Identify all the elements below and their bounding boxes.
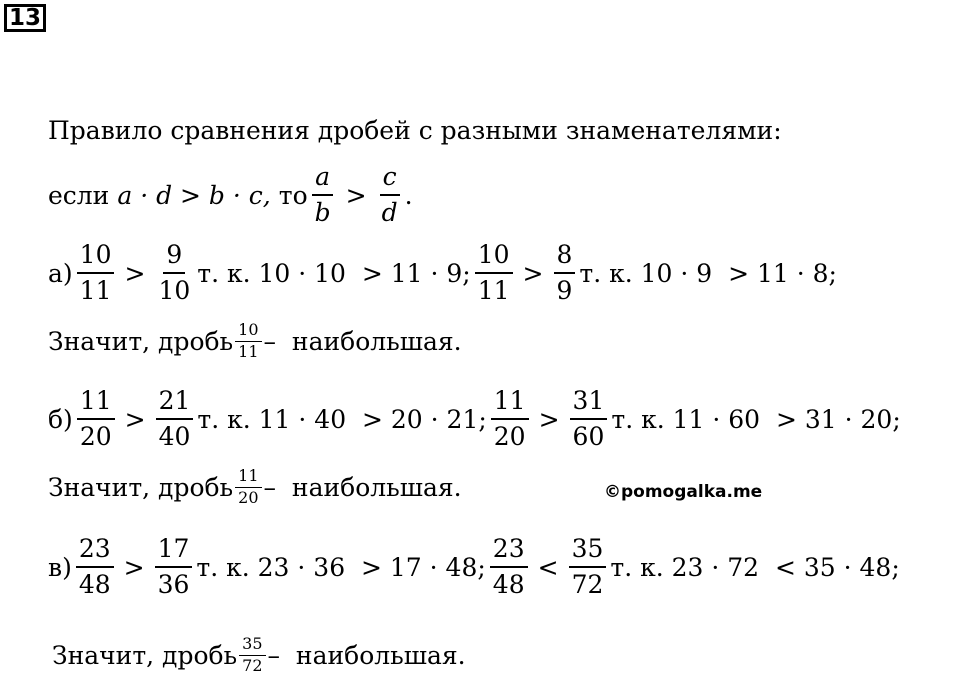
denominator: 11 — [79, 276, 112, 306]
numerator: 11 — [77, 388, 115, 420]
reason: т. к. 10 · 10 > 11 · 9; — [197, 258, 471, 288]
compare-op: > — [345, 180, 367, 210]
fraction — [77, 388, 115, 451]
fraction — [475, 242, 513, 305]
denominator: 11 — [477, 276, 510, 306]
denominator: d — [381, 198, 398, 228]
if-word: если — [48, 180, 110, 210]
compare-op: > — [124, 258, 146, 288]
part-label: б) — [48, 404, 73, 434]
condition: a · d > b · c, — [117, 180, 271, 210]
rule-formula — [48, 164, 413, 227]
part-b-conclusion — [48, 468, 462, 507]
denominator: 20 — [493, 422, 526, 452]
reason: т. к. 23 · 72 < 35 · 48; — [610, 552, 900, 582]
numerator: 35 — [569, 536, 607, 568]
numerator: 17 — [155, 536, 193, 568]
part-c-comparisons — [48, 536, 900, 599]
fraction-small — [235, 468, 261, 507]
numerator: 11 — [491, 388, 529, 420]
fraction — [491, 388, 529, 451]
denominator: 60 — [572, 422, 605, 452]
denominator: 48 — [78, 570, 111, 600]
numerator: 8 — [554, 242, 576, 274]
then-word: то — [278, 180, 308, 210]
fraction — [155, 536, 193, 599]
numerator: 10 — [475, 242, 513, 274]
rule-text: Правило сравнения дробей с разными знаменателями: — [48, 116, 782, 145]
fraction-a-b — [312, 164, 334, 227]
fraction-c-d — [379, 164, 401, 227]
denominator: 36 — [157, 570, 190, 600]
denominator: 10 — [158, 276, 191, 306]
numerator: 10 — [235, 322, 261, 342]
compare-op: < — [537, 552, 559, 582]
rule-heading — [48, 118, 782, 143]
compare-op: > — [522, 258, 544, 288]
conclusion-suffix: – наибольшая. — [263, 326, 462, 356]
fraction — [570, 388, 608, 451]
denominator: 11 — [238, 341, 259, 361]
denominator: 72 — [242, 655, 263, 675]
task-number-badge: 13 — [4, 4, 46, 32]
denominator: 48 — [492, 570, 525, 600]
part-a-conclusion — [48, 322, 462, 361]
denominator: 40 — [158, 422, 191, 452]
part-label: а) — [48, 258, 73, 288]
conclusion-prefix: Значит, дробь — [48, 326, 234, 356]
compare-op: > — [124, 404, 146, 434]
numerator: 23 — [76, 536, 114, 568]
numerator: 10 — [77, 242, 115, 274]
denominator: 20 — [238, 487, 259, 507]
fraction — [156, 388, 194, 451]
part-a-comparisons — [48, 242, 837, 305]
numerator: 9 — [163, 242, 185, 274]
compare-op: > — [123, 552, 145, 582]
denominator: 9 — [556, 276, 573, 306]
numerator: 11 — [235, 468, 261, 488]
numerator: 35 — [239, 636, 265, 656]
conclusion-suffix: – наибольшая. — [263, 472, 462, 502]
part-c-conclusion — [52, 636, 466, 675]
numerator: 21 — [156, 388, 194, 420]
formula-end: . — [404, 180, 413, 210]
fraction — [569, 536, 607, 599]
reason: т. к. 11 · 40 > 20 · 21; — [197, 404, 487, 434]
fraction — [77, 242, 115, 305]
reason: т. к. 23 · 36 > 17 · 48; — [196, 552, 486, 582]
conclusion-prefix: Значит, дробь — [48, 472, 234, 502]
denominator: 20 — [79, 422, 112, 452]
fraction — [490, 536, 528, 599]
numerator: 31 — [570, 388, 608, 420]
fraction — [554, 242, 576, 305]
reason: т. к. 11 · 60 > 31 · 20; — [611, 404, 901, 434]
part-label: в) — [48, 552, 72, 582]
conclusion-prefix: Значит, дробь — [52, 640, 238, 670]
part-b-comparisons — [48, 388, 901, 451]
numerator: 23 — [490, 536, 528, 568]
numerator: c — [380, 164, 400, 196]
fraction-small — [235, 322, 261, 361]
compare-op: > — [538, 404, 560, 434]
denominator: b — [314, 198, 331, 228]
conclusion-suffix: – наибольшая. — [267, 640, 466, 670]
fraction-small — [239, 636, 265, 675]
fraction — [76, 536, 114, 599]
denominator: 72 — [571, 570, 604, 600]
watermark: ©pomogalka.me — [604, 482, 763, 502]
numerator: a — [312, 164, 333, 196]
reason: т. к. 10 · 9 > 11 · 8; — [579, 258, 837, 288]
fraction — [155, 242, 193, 305]
